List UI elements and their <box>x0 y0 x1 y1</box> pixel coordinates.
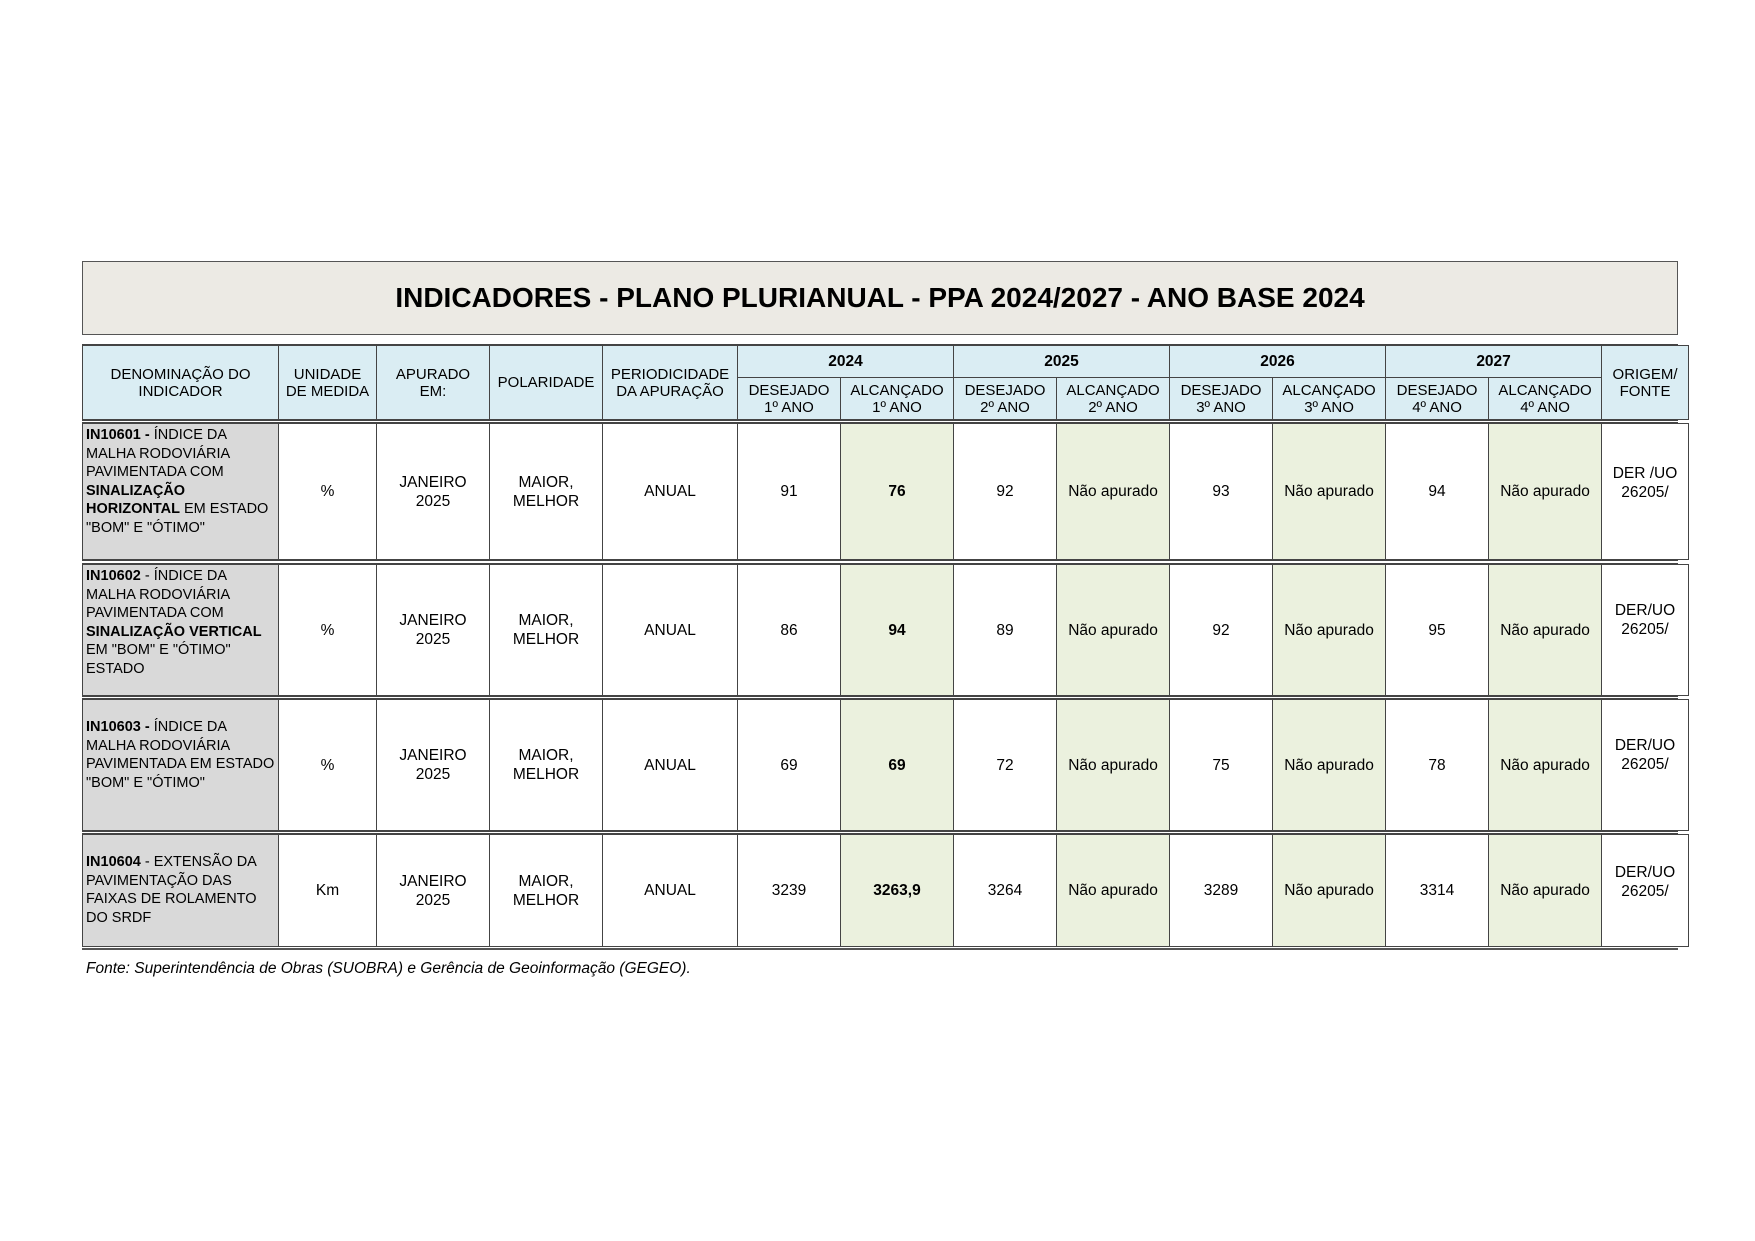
polaridade-cell: MAIOR, MELHOR <box>490 700 603 831</box>
header-origem: ORIGEM/ FONTE <box>1602 346 1689 420</box>
header-alcancado-1: ALCANÇADO 1º ANO <box>841 378 954 420</box>
desejado-2025: 89 <box>954 565 1057 696</box>
indicator-name: IN10602 - ÍNDICE DA MALHA RODOVIÁRIA PAVIMENTADA COM SINALIZAÇÃO VERTICAL EM "BOM" E "ÓTIMO" ESTADO <box>83 565 279 696</box>
alcancado-2027: Não apurado <box>1489 565 1602 696</box>
header-alcancado-2: ALCANÇADO 2º ANO <box>1057 378 1170 420</box>
desejado-2024: 69 <box>738 700 841 831</box>
alcancado-2025: Não apurado <box>1057 424 1170 560</box>
source-footnote: Fonte: Superintendência de Obras (SUOBRA) e Gerência de Geoinformação (GEGEO). <box>86 960 691 977</box>
table-row <box>82 698 1678 832</box>
desejado-2026: 92 <box>1170 565 1273 696</box>
header-year-2024: 2024 <box>738 346 954 378</box>
desejado-2025: 72 <box>954 700 1057 831</box>
periodicidade-cell: ANUAL <box>603 700 738 831</box>
apurado-cell: JANEIRO 2025 <box>377 835 490 947</box>
title-banner <box>82 261 1678 335</box>
table-row <box>82 833 1678 947</box>
alcancado-2026: Não apurado <box>1273 835 1386 947</box>
indicator-code: IN10601 - <box>86 427 150 443</box>
table-bottom-rule <box>82 948 1678 950</box>
periodicidade-cell: ANUAL <box>603 835 738 947</box>
alcancado-2024: 69 <box>841 700 954 831</box>
header-unidade: UNIDADE DE MEDIDA <box>279 346 377 420</box>
desejado-2027: 95 <box>1386 565 1489 696</box>
unit-cell: % <box>279 424 377 560</box>
indicator-name: IN10601 - ÍNDICE DA MALHA RODOVIÁRIA PAVIMENTADA COM SINALIZAÇÃO HORIZONTAL EM ESTADO "BOM" E "ÓTIMO" <box>83 424 279 560</box>
alcancado-2026: Não apurado <box>1273 424 1386 560</box>
periodicidade-cell: ANUAL <box>603 424 738 560</box>
indicator-code: IN10603 - <box>86 719 150 735</box>
desejado-2024: 86 <box>738 565 841 696</box>
desejado-2024: 3239 <box>738 835 841 947</box>
alcancado-2027: Não apurado <box>1489 700 1602 831</box>
alcancado-2025: Não apurado <box>1057 700 1170 831</box>
alcancado-2027: Não apurado <box>1489 424 1602 560</box>
desejado-2027: 78 <box>1386 700 1489 831</box>
table-header <box>82 344 1678 421</box>
header-year-2027: 2027 <box>1386 346 1602 378</box>
desejado-2027: 3314 <box>1386 835 1489 947</box>
alcancado-2025: Não apurado <box>1057 565 1170 696</box>
indicator-code: IN10604 <box>86 854 141 870</box>
unit-cell: Km <box>279 835 377 947</box>
header-polaridade: POLARIDADE <box>490 346 603 420</box>
header-desejado-1: DESEJADO 1º ANO <box>738 378 841 420</box>
polaridade-cell: MAIOR, MELHOR <box>490 835 603 947</box>
desejado-2026: 3289 <box>1170 835 1273 947</box>
header-year-2026: 2026 <box>1170 346 1386 378</box>
unit-cell: % <box>279 565 377 696</box>
header-desejado-2: DESEJADO 2º ANO <box>954 378 1057 420</box>
indicator-name: IN10603 - ÍNDICE DA MALHA RODOVIÁRIA PAVIMENTADA EM ESTADO "BOM" E "ÓTIMO" <box>83 700 279 831</box>
desejado-2024: 91 <box>738 424 841 560</box>
desejado-2027: 94 <box>1386 424 1489 560</box>
indicator-name: IN10604 - EXTENSÃO DA PAVIMENTAÇÃO DAS FAIXAS DE ROLAMENTO DO SRDF <box>83 835 279 947</box>
desejado-2025: 3264 <box>954 835 1057 947</box>
periodicidade-cell: ANUAL <box>603 565 738 696</box>
table-row <box>82 563 1678 697</box>
origem-cell: DER /UO 26205/ <box>1602 424 1689 560</box>
apurado-cell: JANEIRO 2025 <box>377 424 490 560</box>
alcancado-2024: 94 <box>841 565 954 696</box>
indicator-code: IN10602 <box>86 568 141 584</box>
polaridade-cell: MAIOR, MELHOR <box>490 565 603 696</box>
origem-cell: DER/UO 26205/ <box>1602 835 1689 947</box>
alcancado-2025: Não apurado <box>1057 835 1170 947</box>
header-periodicidade: PERIODICIDADE DA APURAÇÃO <box>603 346 738 420</box>
polaridade-cell: MAIOR, MELHOR <box>490 424 603 560</box>
alcancado-2024: 76 <box>841 424 954 560</box>
table-row <box>82 422 1678 561</box>
alcancado-2027: Não apurado <box>1489 835 1602 947</box>
header-desejado-4: DESEJADO 4º ANO <box>1386 378 1489 420</box>
unit-cell: % <box>279 700 377 831</box>
desejado-2026: 93 <box>1170 424 1273 560</box>
page-title: INDICADORES - PLANO PLURIANUAL - PPA 2024/2027 - ANO BASE 2024 <box>395 282 1365 313</box>
header-apurado: APURADO EM: <box>377 346 490 420</box>
alcancado-2026: Não apurado <box>1273 565 1386 696</box>
alcancado-2026: Não apurado <box>1273 700 1386 831</box>
header-desejado-3: DESEJADO 3º ANO <box>1170 378 1273 420</box>
header-alcancado-4: ALCANÇADO 4º ANO <box>1489 378 1602 420</box>
header-year-2025: 2025 <box>954 346 1170 378</box>
desejado-2025: 92 <box>954 424 1057 560</box>
apurado-cell: JANEIRO 2025 <box>377 700 490 831</box>
alcancado-2024: 3263,9 <box>841 835 954 947</box>
apurado-cell: JANEIRO 2025 <box>377 565 490 696</box>
origem-cell: DER/UO 26205/ <box>1602 565 1689 696</box>
origem-cell: DER/UO 26205/ <box>1602 700 1689 831</box>
desejado-2026: 75 <box>1170 700 1273 831</box>
header-denominacao: DENOMINAÇÃO DO INDICADOR <box>83 346 279 420</box>
header-alcancado-3: ALCANÇADO 3º ANO <box>1273 378 1386 420</box>
